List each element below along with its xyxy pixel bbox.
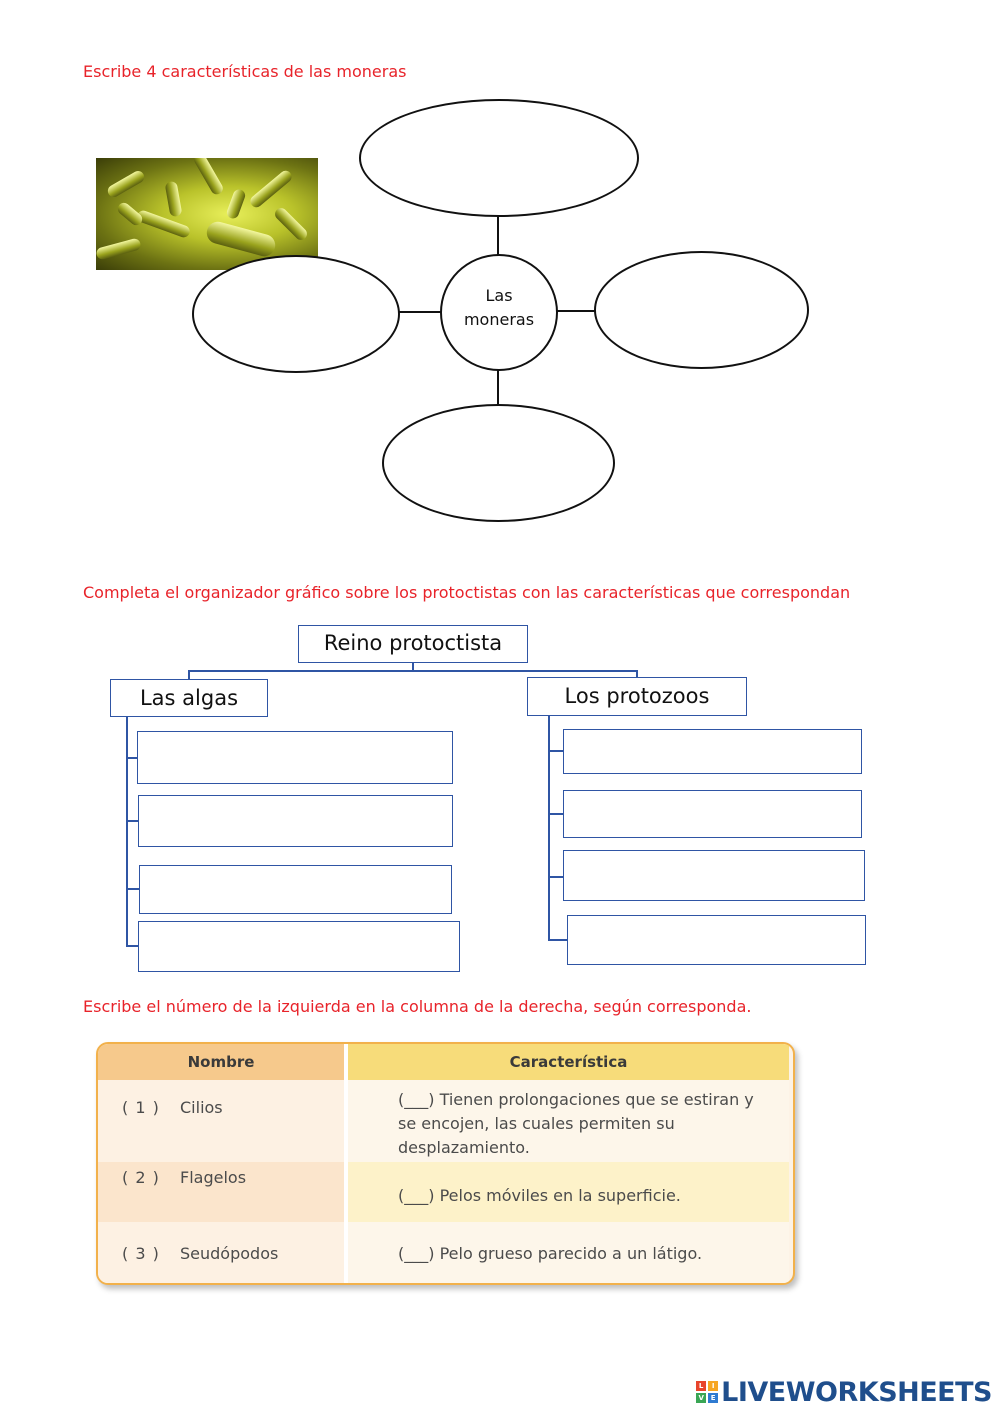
protozoos-answer-box-3[interactable]	[563, 850, 865, 901]
answer-oval-top[interactable]	[359, 99, 639, 217]
algas-tick	[126, 888, 140, 890]
protozoos-answer-box-1[interactable]	[563, 729, 862, 774]
row-description	[398, 1184, 768, 1208]
center-label-line1: Las	[485, 286, 513, 305]
answer-oval-left[interactable]	[192, 255, 400, 373]
algas-vertical-line	[126, 717, 128, 947]
logo-grid-letter: E	[708, 1393, 718, 1403]
row-number: ( 3 )	[122, 1244, 160, 1263]
algas-tick	[126, 820, 138, 822]
tree-line	[188, 670, 637, 672]
row-name: Cilios	[180, 1098, 223, 1117]
answer-blank[interactable]: (___)	[398, 1244, 435, 1263]
algas-answer-box-2[interactable]	[138, 795, 453, 847]
branch-box-protozoos: Los protozoos	[527, 677, 747, 716]
answer-blank[interactable]: (___)	[398, 1090, 435, 1109]
protozoos-tick	[548, 939, 568, 941]
connector-bottom	[497, 369, 499, 405]
answer-blank[interactable]: (___)	[398, 1186, 435, 1205]
matching-table	[96, 1042, 795, 1285]
description-text: Pelo grueso parecido a un látigo.	[439, 1244, 703, 1263]
row-name: Seudópodos	[180, 1244, 279, 1263]
instruction-matching: Escribe el número de la izquierda en la columna de la derecha, según corresponda.	[83, 997, 752, 1016]
logo-grid-letter: V	[696, 1393, 706, 1403]
protozoos-answer-box-2[interactable]	[563, 790, 862, 838]
row-description	[398, 1088, 768, 1160]
description-text: Pelos móviles en la superficie.	[439, 1186, 681, 1205]
logo-text: LIVEWORKSHEETS	[721, 1376, 992, 1408]
algas-answer-box-4[interactable]	[138, 921, 460, 972]
row-name: Flagelos	[180, 1168, 247, 1187]
row-number: ( 2 )	[122, 1168, 160, 1187]
connector-left	[399, 311, 441, 313]
row-description	[398, 1242, 768, 1266]
protozoos-tick	[548, 813, 564, 815]
instruction-protoctistas: Completa el organizador gráfico sobre los protoctistas con las características que correspondan	[83, 583, 851, 602]
row-number: ( 1 )	[122, 1098, 160, 1117]
liveworksheets-logo	[696, 1375, 992, 1409]
description-text: Tienen prolongaciones que se estiran y se encojen, las cuales permiten su desplazamiento.	[398, 1090, 754, 1157]
branch-box-algas: Las algas	[110, 679, 268, 717]
center-label	[440, 284, 558, 332]
header-nombre: Nombre	[187, 1053, 255, 1071]
header-caracteristica: Característica	[509, 1053, 628, 1071]
logo-grid-letter: I	[708, 1381, 718, 1391]
logo-grid-letter: L	[696, 1381, 706, 1391]
row1-bg-left	[98, 1080, 344, 1162]
protozoos-answer-box-4[interactable]	[567, 915, 866, 965]
algas-answer-box-1[interactable]	[137, 731, 453, 784]
bacteria-image	[96, 158, 318, 270]
logo-grid-icon	[696, 1381, 718, 1403]
connector-top	[497, 216, 499, 256]
algas-answer-box-3[interactable]	[139, 865, 452, 914]
answer-oval-right[interactable]	[594, 251, 809, 369]
answer-oval-bottom[interactable]	[382, 404, 615, 522]
algas-tick	[126, 945, 138, 947]
protozoos-tick	[548, 750, 564, 752]
protozoos-tick	[548, 876, 564, 878]
connector-right	[557, 310, 595, 312]
instruction-moneras: Escribe 4 características de las moneras	[83, 62, 407, 81]
root-box-reino-protoctista: Reino protoctista	[298, 625, 528, 663]
center-label-line2: moneras	[463, 310, 535, 329]
